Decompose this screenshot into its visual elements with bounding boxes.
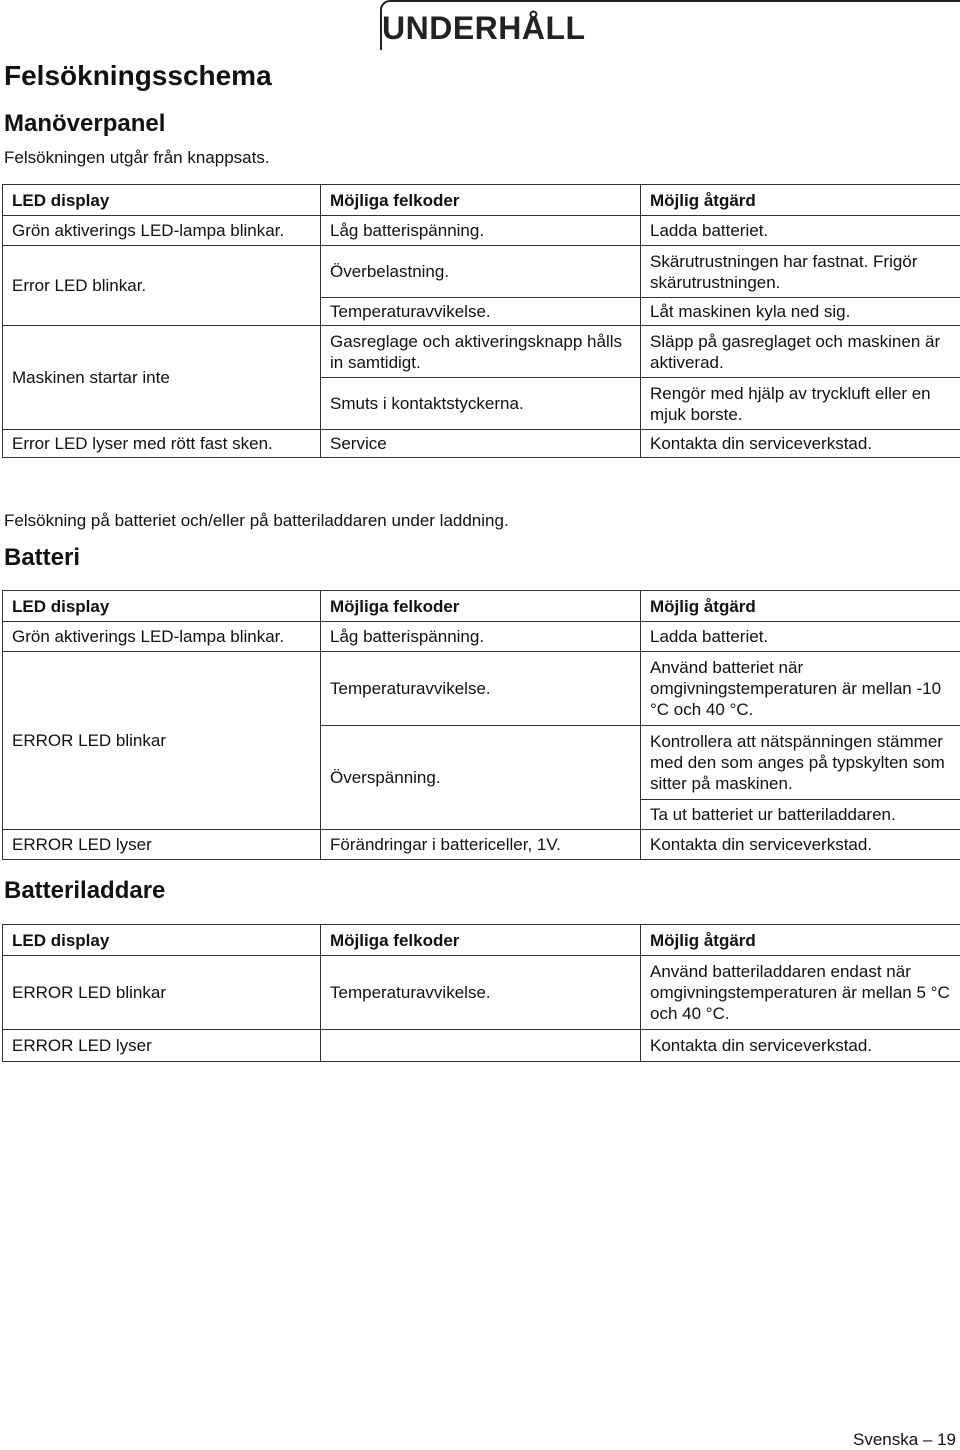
action-cell: Släpp på gasreglaget och maskinen är aktiverad.: [641, 326, 960, 378]
led-cell: Grön aktiverings LED-lampa blinkar.: [3, 622, 321, 652]
action-cell: Använd batteriladdaren endast när omgivningstemperaturen är mellan 5 °C och 40 °C.: [641, 956, 960, 1030]
action-cell: Ta ut batteriet ur batteriladdaren.: [641, 800, 960, 830]
battery-table: [2, 590, 960, 860]
action-cell: Kontakta din serviceverkstad.: [641, 830, 960, 860]
table-row: [3, 830, 960, 860]
battery-heading: Batteri: [4, 544, 80, 572]
table-row: [3, 652, 960, 726]
code-cell: Temperaturavvikelse.: [321, 298, 641, 326]
code-cell: Temperaturavvikelse.: [321, 956, 641, 1030]
led-cell: Grön aktiverings LED-lampa blinkar.: [3, 216, 321, 246]
column-header-action: Möjlig åtgärd: [641, 591, 960, 622]
column-header-led: LED display: [3, 185, 321, 216]
code-cell: [321, 1030, 641, 1062]
led-cell: ERROR LED blinkar: [3, 652, 321, 830]
table-row: [3, 216, 960, 246]
action-cell: Rengör med hjälp av tryckluft eller en mjuk borste.: [641, 378, 960, 430]
led-cell: Error LED blinkar.: [3, 246, 321, 326]
column-header-led: LED display: [3, 925, 321, 956]
action-cell: Ladda batteriet.: [641, 216, 960, 246]
action-cell: Ladda batteriet.: [641, 622, 960, 652]
code-cell: Smuts i kontaktstyckerna.: [321, 378, 641, 430]
action-cell: Kontakta din serviceverkstad.: [641, 1030, 960, 1062]
table-row: [3, 430, 960, 458]
action-cell: Kontrollera att nätspänningen stämmer med den som anges på typskylten som sitter på maskinen.: [641, 726, 960, 800]
table-row: [3, 326, 960, 378]
column-header-codes: Möjliga felkoder: [321, 185, 641, 216]
action-cell: Använd batteriet när omgivningstemperaturen är mellan -10 °C och 40 °C.: [641, 652, 960, 726]
battery-intro-text: Felsökning på batteriet och/eller på batteriladdaren under laddning.: [4, 511, 509, 531]
column-header-codes: Möjliga felkoder: [321, 925, 641, 956]
code-cell: Gasreglage och aktiveringsknapp hålls in samtidigt.: [321, 326, 641, 378]
column-header-codes: Möjliga felkoder: [321, 591, 641, 622]
action-cell: Skärutrustningen har fastnat. Frigör skärutrustningen.: [641, 246, 960, 298]
page-number: Svenska – 19: [853, 1430, 956, 1450]
table-row: [3, 622, 960, 652]
code-cell: Förändringar i battericeller, 1V.: [321, 830, 641, 860]
led-cell: ERROR LED lyser: [3, 1030, 321, 1062]
action-cell: Kontakta din serviceverkstad.: [641, 430, 960, 458]
table-row: [3, 956, 960, 1030]
code-cell: Överspänning.: [321, 726, 641, 830]
column-header-led: LED display: [3, 591, 321, 622]
code-cell: Låg batterispänning.: [321, 622, 641, 652]
charger-heading: Batteriladdare: [4, 877, 165, 905]
code-cell: Temperaturavvikelse.: [321, 652, 641, 726]
action-cell: Låt maskinen kyla ned sig.: [641, 298, 960, 326]
panel-table: [2, 184, 960, 458]
table-row: [3, 1030, 960, 1062]
intro-text: Felsökningen utgår från knappsats.: [4, 148, 270, 168]
led-cell: ERROR LED blinkar: [3, 956, 321, 1030]
table-row: [3, 246, 960, 298]
code-cell: Låg batterispänning.: [321, 216, 641, 246]
table-header-row: [3, 185, 960, 216]
led-cell: Error LED lyser med rött fast sken.: [3, 430, 321, 458]
code-cell: Överbelastning.: [321, 246, 641, 298]
charger-table: [2, 924, 960, 1062]
page-title: Felsökningsschema: [4, 60, 272, 92]
column-header-action: Möjlig åtgärd: [641, 925, 960, 956]
led-cell: Maskinen startar inte: [3, 326, 321, 430]
table-header-row: [3, 591, 960, 622]
led-cell: ERROR LED lyser: [3, 830, 321, 860]
code-cell: Service: [321, 430, 641, 458]
section-title: UNDERHÅLL: [382, 10, 586, 47]
column-header-action: Möjlig åtgärd: [641, 185, 960, 216]
page-subtitle: Manöverpanel: [4, 110, 165, 138]
table-header-row: [3, 925, 960, 956]
